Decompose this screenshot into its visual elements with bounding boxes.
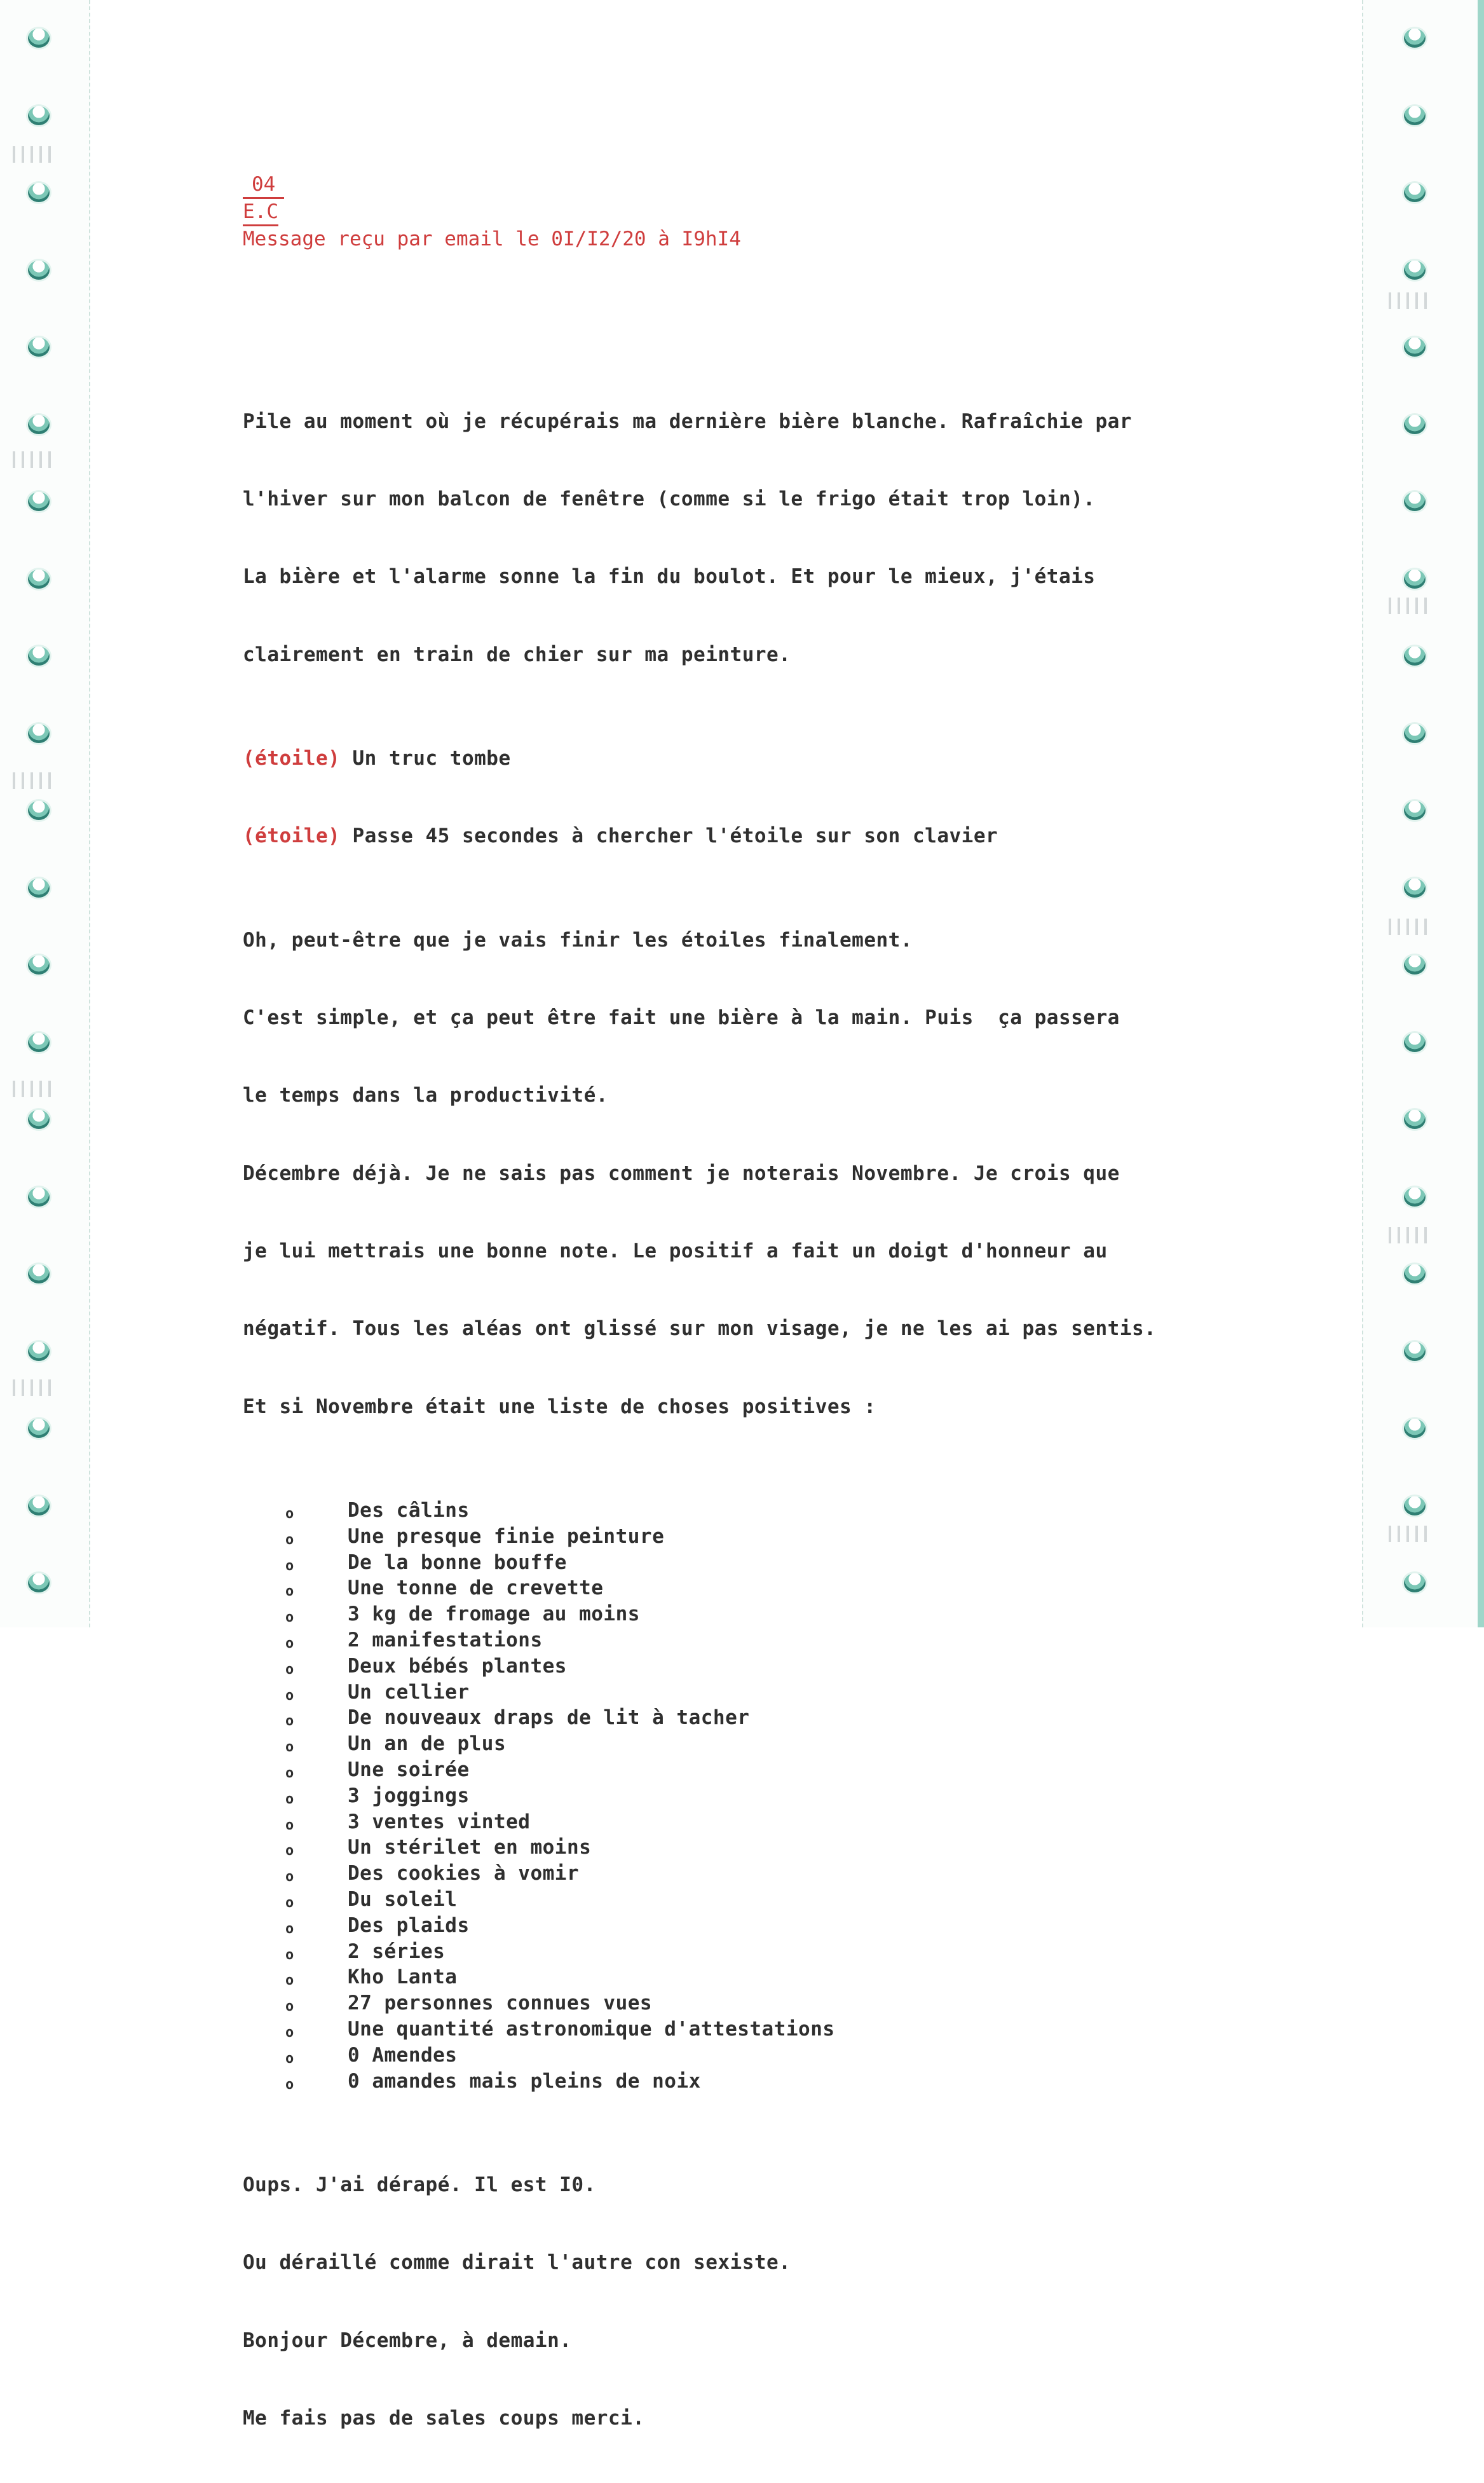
list-item-text: Des câlins (348, 1499, 470, 1522)
bullet-icon: o (285, 1739, 294, 1756)
list-item-text: Une tonne de crevette (348, 1577, 604, 1600)
feed-hole-icon (28, 106, 50, 125)
list-item (243, 1627, 1260, 1653)
star-line-text: Passe 45 secondes à chercher l'étoile sur son clavier (340, 824, 998, 848)
list-item (243, 1524, 1260, 1550)
bullet-icon: o (285, 1610, 294, 1626)
middle-line: Et si Novembre était une liste de choses positives : (243, 1395, 876, 1418)
bullet-icon: o (285, 2025, 294, 2041)
feed-hole-icon (28, 1110, 50, 1129)
list-item (243, 2069, 1260, 2095)
feed-hole-icon (1404, 1496, 1426, 1515)
feed-hole-icon (28, 646, 50, 666)
feed-hole-icon (28, 724, 50, 743)
list-item (243, 1783, 1260, 1809)
feed-hole-icon (1404, 1342, 1426, 1361)
middle-line: Oh, peut-être que je vais finir les étoiles finalement. (243, 928, 913, 952)
feed-hole-icon (1404, 879, 1426, 898)
perforation-mark (1389, 1526, 1433, 1542)
perforation-mark (1389, 292, 1433, 309)
perforation-mark (13, 1081, 57, 1097)
bullet-icon: o (285, 1791, 294, 1807)
closing-line: Ou déraillé comme dirait l'autre con sexiste. (243, 2251, 791, 2274)
reference-number-value: 04 (243, 172, 284, 199)
list-item (243, 1913, 1260, 1939)
feed-hole-icon (1404, 646, 1426, 666)
reference-number (243, 172, 1260, 199)
feed-hole-icon (28, 29, 50, 48)
intro-line: l'hiver sur mon balcon de fenêtre (comme si le frigo était trop loin). (243, 487, 1096, 510)
perforation-mark (1389, 919, 1433, 935)
list-item (243, 1835, 1260, 1861)
list-item (243, 1939, 1260, 1965)
feed-hole-icon (1404, 1033, 1426, 1052)
list-item (243, 1757, 1260, 1783)
list-item-text: 3 ventes vinted (348, 1810, 531, 1833)
bullet-icon: o (285, 1895, 294, 1912)
feed-hole-icon (1404, 955, 1426, 975)
feed-hole-icon (1404, 1110, 1426, 1129)
list-item-text: Une presque finie peinture (348, 1524, 665, 1548)
list-item (243, 1550, 1260, 1576)
list-item-text: 3 kg de fromage au moins (348, 1603, 640, 1626)
feed-hole-icon (28, 570, 50, 589)
list-item (243, 1964, 1260, 1990)
feed-hole-icon (28, 1264, 50, 1283)
list-item (243, 1679, 1260, 1706)
middle-line: je lui mettrais une bonne note. Le positif a fait un doigt d'honneur au (243, 1240, 1108, 1263)
list-item (243, 1575, 1260, 1601)
feed-hole-icon (1404, 1573, 1426, 1592)
perforation-mark (1389, 1227, 1433, 1243)
feed-hole-icon (28, 1419, 50, 1438)
letter-content (243, 172, 1260, 2483)
feed-hole-icon (28, 1187, 50, 1207)
list-item-text: Des plaids (348, 1913, 470, 1937)
perforation-mark (13, 772, 57, 789)
list-item-text: 0 amandes mais pleins de noix (348, 2069, 701, 2093)
bullet-icon: o (285, 2076, 294, 2093)
bullet-icon: o (285, 1920, 294, 1937)
feed-hole-icon (1404, 415, 1426, 434)
list-item (243, 1653, 1260, 1679)
feed-hole-icon (1404, 1187, 1426, 1207)
star-marker: (étoile) (243, 746, 341, 770)
middle-line: C'est simple, et ça peut être fait une bière à la main. Puis ça passera (243, 1006, 1120, 1029)
list-item-text: Du soleil (348, 1888, 458, 1912)
list-item (243, 2042, 1260, 2069)
star-line (243, 823, 1260, 849)
received-line: Message reçu par email le 0I/I2/20 à I9hI4 (243, 228, 741, 250)
feed-hole-icon (28, 415, 50, 434)
bullet-icon: o (285, 1765, 294, 1782)
bullet-icon: o (285, 1506, 294, 1522)
intro-line: clairement en train de chier sur ma peinture. (243, 643, 791, 666)
initials (243, 199, 1260, 226)
feed-hole-icon (28, 183, 50, 202)
bullet-icon: o (285, 1584, 294, 1600)
feed-hole-icon (28, 338, 50, 357)
perforation-mark (13, 1379, 57, 1396)
list-item-text: 3 joggings (348, 1784, 470, 1807)
feed-hole-icon (1404, 492, 1426, 511)
list-item-text: Un an de plus (348, 1732, 507, 1756)
feed-hole-icon (1404, 801, 1426, 820)
bullet-icon: o (285, 1999, 294, 2015)
perforation-mark (13, 146, 57, 163)
intro-line: La bière et l'alarme sonne la fin du boulot. Et pour le mieux, j'étais (243, 565, 1096, 589)
feed-hole-icon (28, 261, 50, 280)
bullet-icon: o (285, 1531, 294, 1548)
list-item-text: 2 manifestations (348, 1629, 543, 1652)
feed-hole-icon (1404, 29, 1426, 48)
list-item (243, 1705, 1260, 1731)
bullet-icon: o (285, 2050, 294, 2067)
list-item (243, 1861, 1260, 1887)
feed-hole-icon (28, 955, 50, 975)
list-item-text: 27 personnes connues vues (348, 1992, 653, 2015)
closing-line: Bonjour Décembre, à demain. (243, 2329, 572, 2352)
bullet-icon: o (285, 1843, 294, 1859)
bullet-icon: o (285, 1713, 294, 1730)
list-item (243, 1990, 1260, 2016)
left-feed-strip (0, 0, 90, 1627)
bullet-icon: o (285, 1946, 294, 1963)
closing-line: Me fais pas de sales coups merci. (243, 2406, 645, 2430)
bullet-icon: o (285, 1869, 294, 1885)
list-item-text: Des cookies à vomir (348, 1862, 580, 1885)
message-body (243, 357, 1260, 2483)
bullet-icon: o (285, 1557, 294, 1574)
star-line (243, 746, 1260, 772)
bullet-icon: o (285, 1973, 294, 1989)
feed-hole-icon (1404, 261, 1426, 280)
feed-hole-icon (1404, 183, 1426, 202)
perforation-mark (13, 451, 57, 468)
feed-hole-icon (28, 1496, 50, 1515)
feed-hole-icon (28, 1342, 50, 1361)
list-item-text: Un stérilet en moins (348, 1836, 592, 1859)
middle-line: négatif. Tous les aléas ont glissé sur mon visage, je ne les ai pas sentis. (243, 1317, 1157, 1341)
list-item-text: Une quantité astronomique d'attestations (348, 2018, 835, 2041)
list-item-text: De la bonne bouffe (348, 1550, 567, 1574)
intro-line: Pile au moment où je récupérais ma dernière bière blanche. Rafraîchie par (243, 409, 1132, 433)
initials-value: E.C (243, 199, 278, 226)
feed-hole-icon (1404, 570, 1426, 589)
list-item (243, 1601, 1260, 1627)
list-item (243, 1498, 1260, 1524)
list-item (243, 1731, 1260, 1757)
list-item-text: Une soirée (348, 1758, 470, 1782)
feed-hole-icon (28, 1573, 50, 1592)
perforation-mark (1389, 598, 1433, 614)
feed-hole-icon (28, 801, 50, 820)
bullet-icon: o (285, 1661, 294, 1678)
list-item (243, 1887, 1260, 1913)
feed-hole-icon (1404, 106, 1426, 125)
bullet-icon: o (285, 1687, 294, 1704)
feed-hole-icon (28, 879, 50, 898)
list-item (243, 1809, 1260, 1835)
bullet-icon: o (285, 1817, 294, 1833)
positive-things-list (243, 1498, 1260, 2094)
middle-line: Décembre déjà. Je ne sais pas comment je noterais Novembre. Je crois que (243, 1161, 1120, 1185)
list-item-text: Un cellier (348, 1680, 470, 1704)
right-feed-strip (1362, 0, 1484, 1627)
feed-hole-icon (1404, 724, 1426, 743)
list-item-text: De nouveaux draps de lit à tacher (348, 1706, 750, 1730)
list-item-text: Deux bébés plantes (348, 1654, 567, 1678)
feed-hole-icon (28, 492, 50, 511)
star-marker: (étoile) (243, 824, 341, 848)
feed-hole-icon (1404, 338, 1426, 357)
list-item-text: 0 Amendes (348, 2043, 458, 2067)
feed-hole-icon (28, 1033, 50, 1052)
closing-line: Oups. J'ai dérapé. Il est I0. (243, 2173, 596, 2196)
star-line-text: Un truc tombe (340, 746, 511, 770)
middle-line: le temps dans la productivité. (243, 1084, 608, 1107)
list-item (243, 2016, 1260, 2042)
list-item-text: 2 séries (348, 1939, 446, 1963)
feed-hole-icon (1404, 1264, 1426, 1283)
bullet-icon: o (285, 1636, 294, 1652)
feed-hole-icon (1404, 1419, 1426, 1438)
list-item-text: Kho Lanta (348, 1966, 458, 1989)
